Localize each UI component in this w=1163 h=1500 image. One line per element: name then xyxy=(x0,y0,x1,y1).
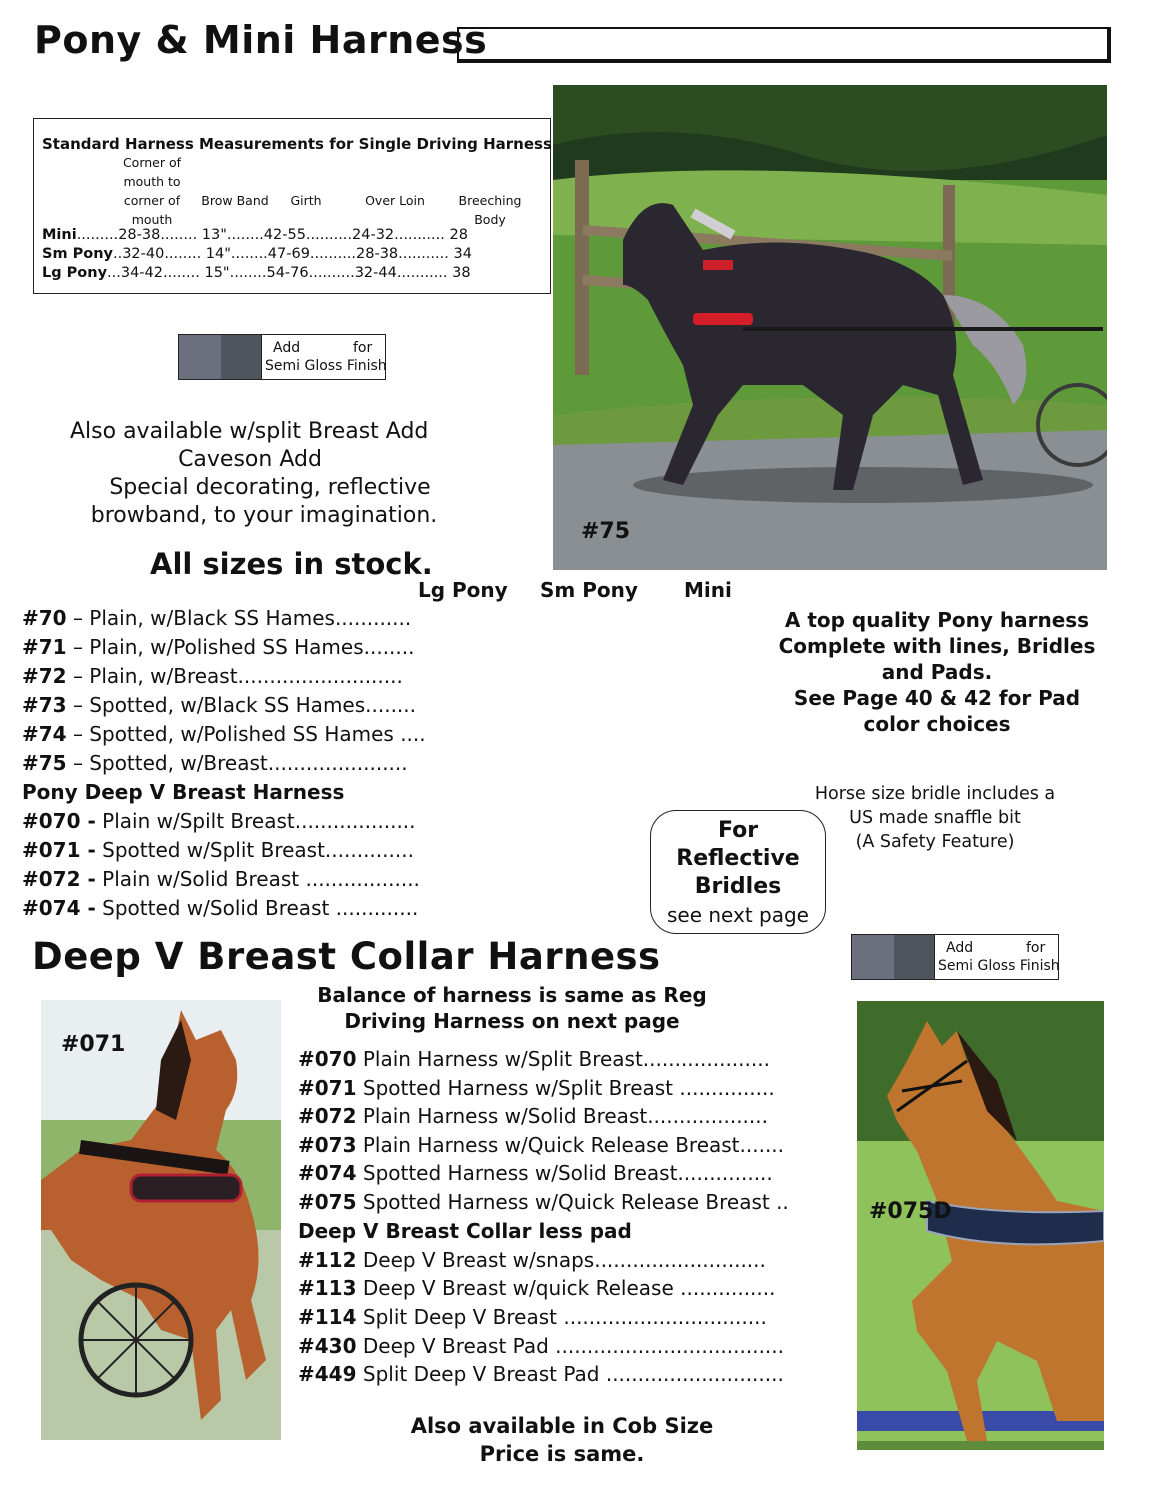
list-item: #430 Deep V Breast Pad .................................... xyxy=(298,1334,784,1358)
cob-size-note: Also available in Cob Size Price is same. xyxy=(410,1414,714,1466)
gloss-finish-label: Semi Gloss Finish xyxy=(265,358,387,374)
availability-note: Also available w/split Breast Add Caveson Add Special decorating, reflective browband, to your imagination. xyxy=(70,419,438,528)
size-header-sm-pony: Sm Pony xyxy=(540,578,638,602)
pony-photo xyxy=(553,85,1107,570)
measurements-heading: Standard Harness Measurements for Single Driving Harness xyxy=(42,135,552,153)
list-item: #072 Plain Harness w/Solid Breast................... xyxy=(298,1104,768,1128)
horse-photo-071-label: #071 xyxy=(61,1032,126,1057)
horse-photo-075d-illustration xyxy=(857,1001,1104,1450)
list-item: #075 Spotted Harness w/Quick Release Breast .. xyxy=(298,1190,789,1214)
col-brow-band: Brow Band xyxy=(201,193,269,208)
col-over-loin: Over Loin xyxy=(365,193,425,208)
list-item: #72 – Plain, w/Breast.......................... xyxy=(22,664,403,688)
gloss-for-label: for xyxy=(1026,940,1046,956)
bridle-note: Horse size bridle includes a US made snaffle bit (A Safety Feature) xyxy=(814,784,1056,852)
gloss-swatch xyxy=(894,935,935,979)
list-item: #73 – Spotted, w/Black SS Hames........ xyxy=(22,693,417,717)
pony-deep-v-heading: Pony Deep V Breast Harness xyxy=(22,780,345,804)
measure-row-lg-pony: Lg Pony...34-42........ 15"........54-76..........32-44........... 38 xyxy=(42,265,471,281)
col-girth: Girth xyxy=(290,193,322,208)
less-pad-heading: Deep V Breast Collar less pad xyxy=(298,1219,632,1243)
horse-photo-071-illustration xyxy=(41,1000,281,1440)
list-item: #75 – Spotted, w/Breast...................... xyxy=(22,751,408,775)
list-item: #072 - Plain w/Solid Breast .................. xyxy=(22,867,420,891)
measurements-table xyxy=(33,118,551,294)
pony-photo-illustration xyxy=(553,85,1107,570)
list-item: #114 Split Deep V Breast ................................ xyxy=(298,1305,767,1329)
quality-blurb: A top quality Pony harness Complete with lines, Bridles and Pads. See Page 40 & 42 for Pad color choices xyxy=(778,608,1096,736)
title-rule xyxy=(457,27,1111,63)
list-item: #70 – Plain, w/Black SS Hames............ xyxy=(22,606,412,630)
horse-photo-075d-label: #075D xyxy=(869,1199,952,1224)
list-item: #071 - Spotted w/Split Breast.............. xyxy=(22,838,414,862)
gloss-finish-label: Semi Gloss Finish xyxy=(938,958,1060,974)
measure-row-mini: Mini.........28-38........ 13"........42-55..........24-32........... 28 xyxy=(42,227,468,243)
gloss-swatch xyxy=(179,335,221,379)
list-item: #074 - Spotted w/Solid Breast ............. xyxy=(22,896,419,920)
gloss-swatch xyxy=(852,935,894,979)
section-title-deep-v: Deep V Breast Collar Harness xyxy=(32,935,661,978)
balance-note: Balance of harness is same as Reg Driving Harness on next page xyxy=(317,983,707,1033)
reflective-bridles-callout: For Reflective Bridles see next page xyxy=(650,810,826,934)
measure-row-sm-pony: Sm Pony..32-40........ 14"........47-69..........28-38........... 34 xyxy=(42,246,472,262)
gloss-add-label: Add xyxy=(946,940,974,956)
list-item: #074 Spotted Harness w/Solid Breast............... xyxy=(298,1161,773,1185)
page-title: Pony & Mini Harness xyxy=(34,18,488,62)
list-item: #070 Plain Harness w/Split Breast.................... xyxy=(298,1047,770,1071)
gloss-for-label: for xyxy=(353,340,373,356)
stock-note: All sizes in stock. xyxy=(150,547,433,581)
size-header-mini: Mini xyxy=(684,578,732,602)
horse-photo-071 xyxy=(41,1000,281,1440)
size-header-lg-pony: Lg Pony xyxy=(418,578,508,602)
semi-gloss-option-bottom xyxy=(851,934,1059,980)
list-item: #449 Split Deep V Breast Pad ............................ xyxy=(298,1362,784,1386)
list-item: #073 Plain Harness w/Quick Release Breast....... xyxy=(298,1133,785,1157)
horse-photo-075d xyxy=(857,1001,1104,1450)
list-item: #113 Deep V Breast w/quick Release ............... xyxy=(298,1276,776,1300)
col-breeching: Breeching Body xyxy=(458,193,522,227)
list-item: #070 - Plain w/Spilt Breast................... xyxy=(22,809,416,833)
col-corner-mouth: Corner of mouth to corner of mouth xyxy=(122,155,182,227)
gloss-add-label: Add xyxy=(273,340,301,356)
semi-gloss-option-top xyxy=(178,334,386,380)
list-item: #74 – Spotted, w/Polished SS Hames .... xyxy=(22,722,426,746)
pony-photo-label: #75 xyxy=(581,519,631,544)
list-item: #71 – Plain, w/Polished SS Hames........ xyxy=(22,635,415,659)
list-item: #071 Spotted Harness w/Split Breast ............... xyxy=(298,1076,775,1100)
list-item: #112 Deep V Breast w/snaps........................... xyxy=(298,1248,766,1272)
gloss-swatch xyxy=(221,335,262,379)
